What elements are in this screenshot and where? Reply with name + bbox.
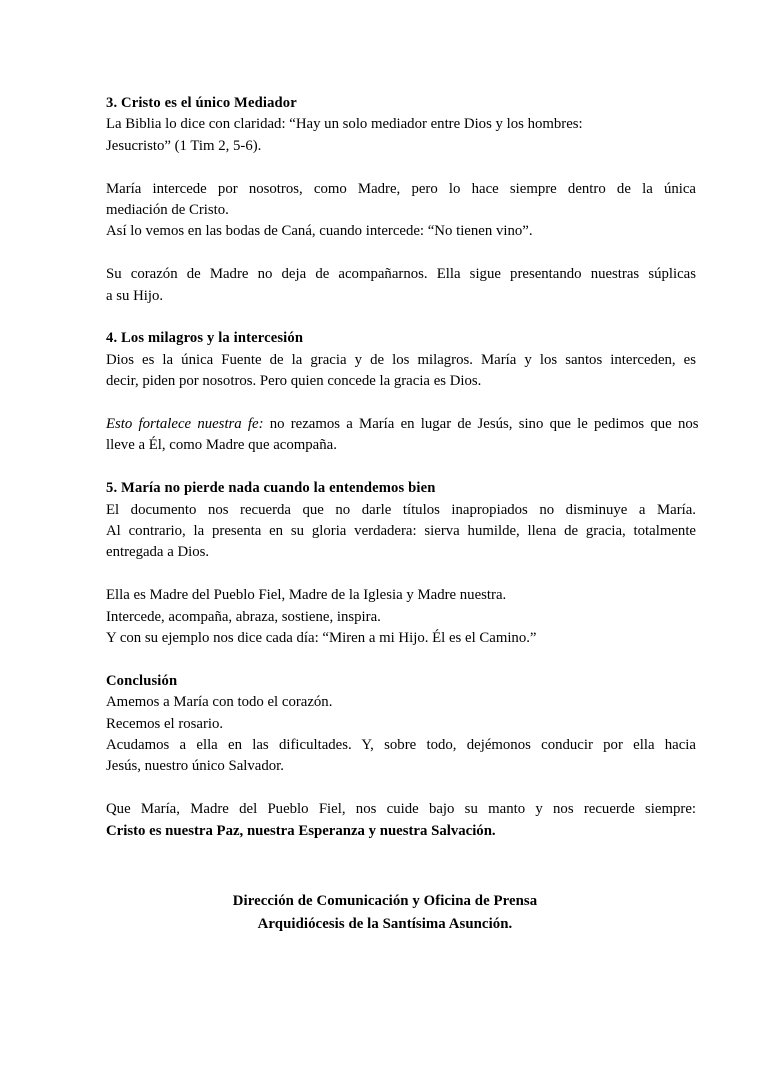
text-line: Intercede, acompaña, abraza, sostiene, inspira. bbox=[106, 608, 381, 625]
text-line: decir, piden por nosotros. Pero quien concede la gracia es Dios. bbox=[106, 373, 482, 390]
section-spacer bbox=[106, 649, 696, 670]
document-body bbox=[106, 93, 699, 842]
closing-statement: Cristo es nuestra Paz, nuestra Esperanza y nuestra Salvación. bbox=[106, 822, 496, 839]
paragraph-spacer bbox=[106, 778, 696, 799]
text-line: Al contrario, la presenta en su gloria verdadera: sierva humilde, llena de gracia, totalmente bbox=[106, 523, 696, 540]
text-line: Recemos el rosario. bbox=[106, 715, 224, 732]
paragraph-spacer bbox=[106, 157, 696, 178]
text-line: Amemos a María con todo el corazón. bbox=[106, 694, 333, 711]
text-line: María intercede por nosotros, como Madre, pero lo hace siempre dentro de la única bbox=[106, 180, 696, 197]
paragraph-5-2 bbox=[106, 585, 696, 649]
paragraph-3-2 bbox=[106, 179, 696, 243]
text-line: Ella es Madre del Pueblo Fiel, Madre de la Iglesia y Madre nuestra. bbox=[106, 587, 507, 604]
paragraph-spacer bbox=[106, 564, 696, 585]
text-run: no rezamos a María en lugar de Jesús, sino que le pedimos que nos bbox=[263, 416, 699, 433]
footer-line-archdiocese: Arquidiócesis de la Santísima Asunción. bbox=[257, 915, 513, 932]
text-line: Así lo vemos en las bodas de Caná, cuando intercede: “No tienen vino”. bbox=[106, 223, 533, 240]
section-heading-5: 5. María no pierde nada cuando la entendemos bien bbox=[106, 480, 436, 497]
text-line: La Biblia lo dice con claridad: “Hay un solo mediador entre Dios y los hombres: bbox=[106, 116, 583, 133]
section-heading-conclusion: Conclusión bbox=[106, 672, 178, 689]
paragraph-5-1 bbox=[106, 500, 696, 564]
section-spacer bbox=[106, 307, 696, 328]
paragraph-spacer bbox=[106, 243, 696, 264]
text-line: Acudamos a ella en las dificultades. Y, sobre todo, dejémonos conducir por ella hacia bbox=[106, 737, 696, 754]
text-line: El documento nos recuerda que no darle títulos inapropiados no disminuye a María. bbox=[106, 501, 696, 518]
text-line: entregada a Dios. bbox=[106, 544, 210, 561]
paragraph-spacer bbox=[106, 393, 696, 414]
emphasis-lead: Esto fortalece nuestra fe: bbox=[106, 416, 264, 433]
text-line: Jesús, nuestro único Salvador. bbox=[106, 758, 284, 775]
section-heading-4: 4. Los milagros y la intercesión bbox=[106, 330, 304, 347]
text-line: Jesucristo” (1 Tim 2, 5-6). bbox=[106, 137, 262, 154]
text-line: Que María, Madre del Pueblo Fiel, nos cuide bajo su manto y nos recuerde siempre: bbox=[106, 801, 696, 818]
footer-line-office: Dirección de Comunicación y Oficina de Prensa bbox=[232, 893, 538, 909]
text-line: Su corazón de Madre no deja de acompañarnos. Ella sigue presentando nuestras súplicas bbox=[106, 266, 696, 283]
paragraph-3-3 bbox=[106, 264, 696, 307]
text-line: lleve a Él, como Madre que acompaña. bbox=[106, 437, 337, 454]
section-spacer bbox=[106, 457, 696, 478]
paragraph-4-2 bbox=[106, 414, 699, 457]
paragraph-3-1 bbox=[106, 114, 696, 157]
paragraph-conclusion-2 bbox=[106, 799, 696, 842]
text-line: Y con su ejemplo nos dice cada día: “Miren a mi Hijo. Él es el Camino.” bbox=[106, 630, 537, 647]
text-line: mediación de Cristo. bbox=[106, 202, 229, 219]
section-heading-3: 3. Cristo es el único Mediador bbox=[106, 95, 297, 111]
paragraph-conclusion-1 bbox=[106, 692, 696, 778]
document-footer bbox=[0, 890, 770, 935]
text-line: Dios es la única Fuente de la gracia y de los milagros. María y los santos interceden, es bbox=[106, 351, 696, 368]
paragraph-4-1 bbox=[106, 350, 696, 393]
text-line bbox=[106, 414, 699, 435]
text-line: a su Hijo. bbox=[106, 287, 164, 304]
